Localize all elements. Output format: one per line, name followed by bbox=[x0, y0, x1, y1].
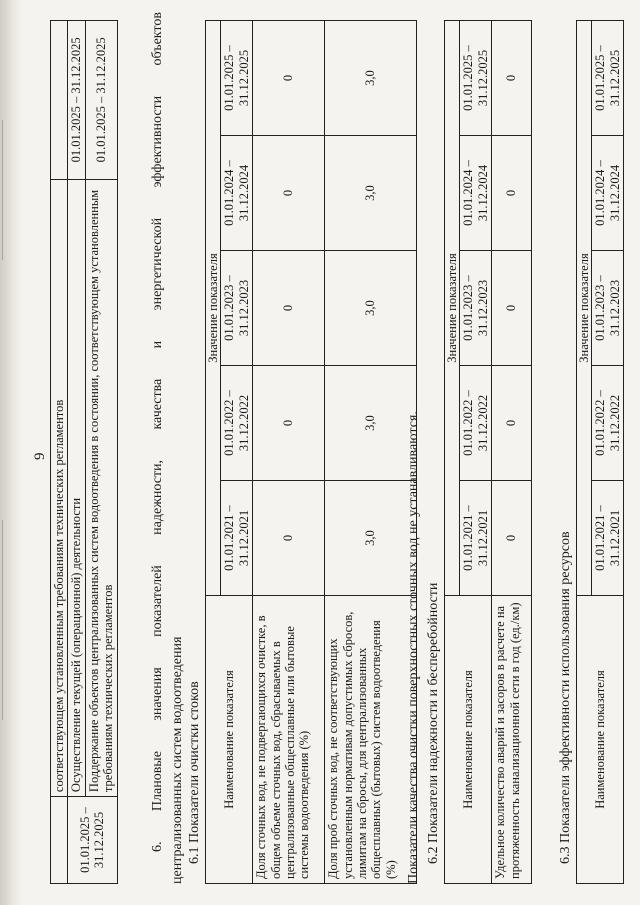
period-header: 01.01.2025 – 31.12.2025 bbox=[592, 21, 624, 136]
subsection-title: 6.1 Показатели очистки стоков bbox=[187, 681, 202, 864]
period-header: 01.01.2023 – 31.12.2023 bbox=[460, 251, 492, 366]
period-header: 01.01.2022 – 31.12.2022 bbox=[592, 366, 624, 481]
scan-artifact bbox=[2, 120, 3, 260]
note-text: Показатели качества очистки поверхностных сточных вод не устанавливаются. bbox=[406, 411, 421, 884]
period-header: 01.01.2024 – 31.12.2024 bbox=[592, 136, 624, 251]
indicator-value: 3,0 bbox=[325, 481, 417, 596]
subsection-title: 6.3 Показатели эффективности использования ресурсов bbox=[558, 531, 573, 864]
indicator-value: 0 bbox=[492, 251, 532, 366]
period-header: 01.01.2023 – 31.12.2023 bbox=[592, 251, 624, 366]
column-group-header: Значение показателя bbox=[445, 21, 460, 596]
indicator-value: 0 bbox=[492, 136, 532, 251]
column-header: Наименование показателя bbox=[577, 595, 624, 883]
subsection-title: 6.2 Показатели надежности и бесперебойности bbox=[426, 582, 441, 864]
period-header: 01.01.2023 – 31.12.2023 bbox=[221, 251, 253, 366]
page-number: 9 bbox=[32, 452, 48, 460]
indicator-value: 0 bbox=[492, 366, 532, 481]
indicator-value: 0 bbox=[253, 136, 325, 251]
indicator-name: Удельное количество аварий и засоров в расчете на протяженность канализационной сети в год (ед./км) bbox=[492, 595, 532, 883]
indicator-value: 0 bbox=[253, 366, 325, 481]
indicator-value: 0 bbox=[253, 21, 325, 136]
column-header: Наименование показателя bbox=[206, 595, 253, 883]
period-header: 01.01.2021 – 31.12.2021 bbox=[592, 481, 624, 596]
measure-text: соответствующем установленным требованиям технических регламентов bbox=[51, 179, 68, 796]
cleaning-indicators-table bbox=[205, 20, 417, 884]
period-header: 01.01.2021 – 31.12.2021 bbox=[460, 481, 492, 596]
measure-period: 01.01.2025 – 31.12.2025 bbox=[68, 797, 117, 884]
column-header: Наименование показателя bbox=[445, 595, 492, 883]
section-heading-line2: централизованных систем водоотведения bbox=[170, 636, 185, 884]
period-header: 01.01.2022 – 31.12.2022 bbox=[460, 366, 492, 481]
indicator-value: 0 bbox=[253, 481, 325, 596]
scan-artifact bbox=[2, 520, 3, 720]
measure-period: 01.01.2025 – 31.12.2025 bbox=[68, 21, 85, 180]
indicator-value: 3,0 bbox=[325, 136, 417, 251]
period-header: 01.01.2024 – 31.12.2024 bbox=[221, 136, 253, 251]
rotated-document-page bbox=[30, 12, 630, 892]
period-header: 01.01.2025 – 31.12.2025 bbox=[221, 21, 253, 136]
section-heading: 6. Плановые значения показателей надежности, качества и энергетической эффективности объектов bbox=[150, 12, 165, 852]
column-group-header: Значение показателя bbox=[206, 21, 221, 596]
indicator-name: Доля проб сточных вод, не соответствующих установленным нормативам допустимых сбросов, лимитам на сбросы, для централизованных общесплавных (бытовых) систем водоотведения (%) bbox=[325, 595, 417, 883]
indicator-value: 0 bbox=[492, 21, 532, 136]
scan-edge bbox=[0, 0, 22, 905]
period-header: 01.01.2021 – 31.12.2021 bbox=[221, 481, 253, 596]
period-header: 01.01.2024 – 31.12.2024 bbox=[460, 136, 492, 251]
indicator-name: Доля сточных вод, не подвергающихся очистке, в общем объеме сточных вод, сбрасываемых в централизованные общесплавные или бытовые системы водоотведения (%) bbox=[253, 595, 325, 883]
reliability-indicators-table bbox=[444, 20, 532, 884]
indicator-value: 0 bbox=[492, 481, 532, 596]
column-group-header: Значение показателя bbox=[577, 21, 592, 596]
period-header: 01.01.2025 – 31.12.2025 bbox=[460, 21, 492, 136]
measure-text: Поддержание объектов централизованных систем водоотведения в состоянии, соответствующем установленным требованиям технических регламентов bbox=[85, 179, 117, 796]
period-header: 01.01.2022 – 31.12.2022 bbox=[221, 366, 253, 481]
resource-efficiency-table bbox=[576, 20, 624, 884]
indicator-value: 3,0 bbox=[325, 21, 417, 136]
measures-table bbox=[50, 20, 118, 884]
indicator-value: 3,0 bbox=[325, 366, 417, 481]
indicator-value: 0 bbox=[253, 251, 325, 366]
indicator-value: 3,0 bbox=[325, 251, 417, 366]
measure-text: Осуществление текущей (операционной) деятельности bbox=[68, 179, 85, 796]
measure-period: 01.01.2025 – 31.12.2025 bbox=[85, 21, 117, 180]
